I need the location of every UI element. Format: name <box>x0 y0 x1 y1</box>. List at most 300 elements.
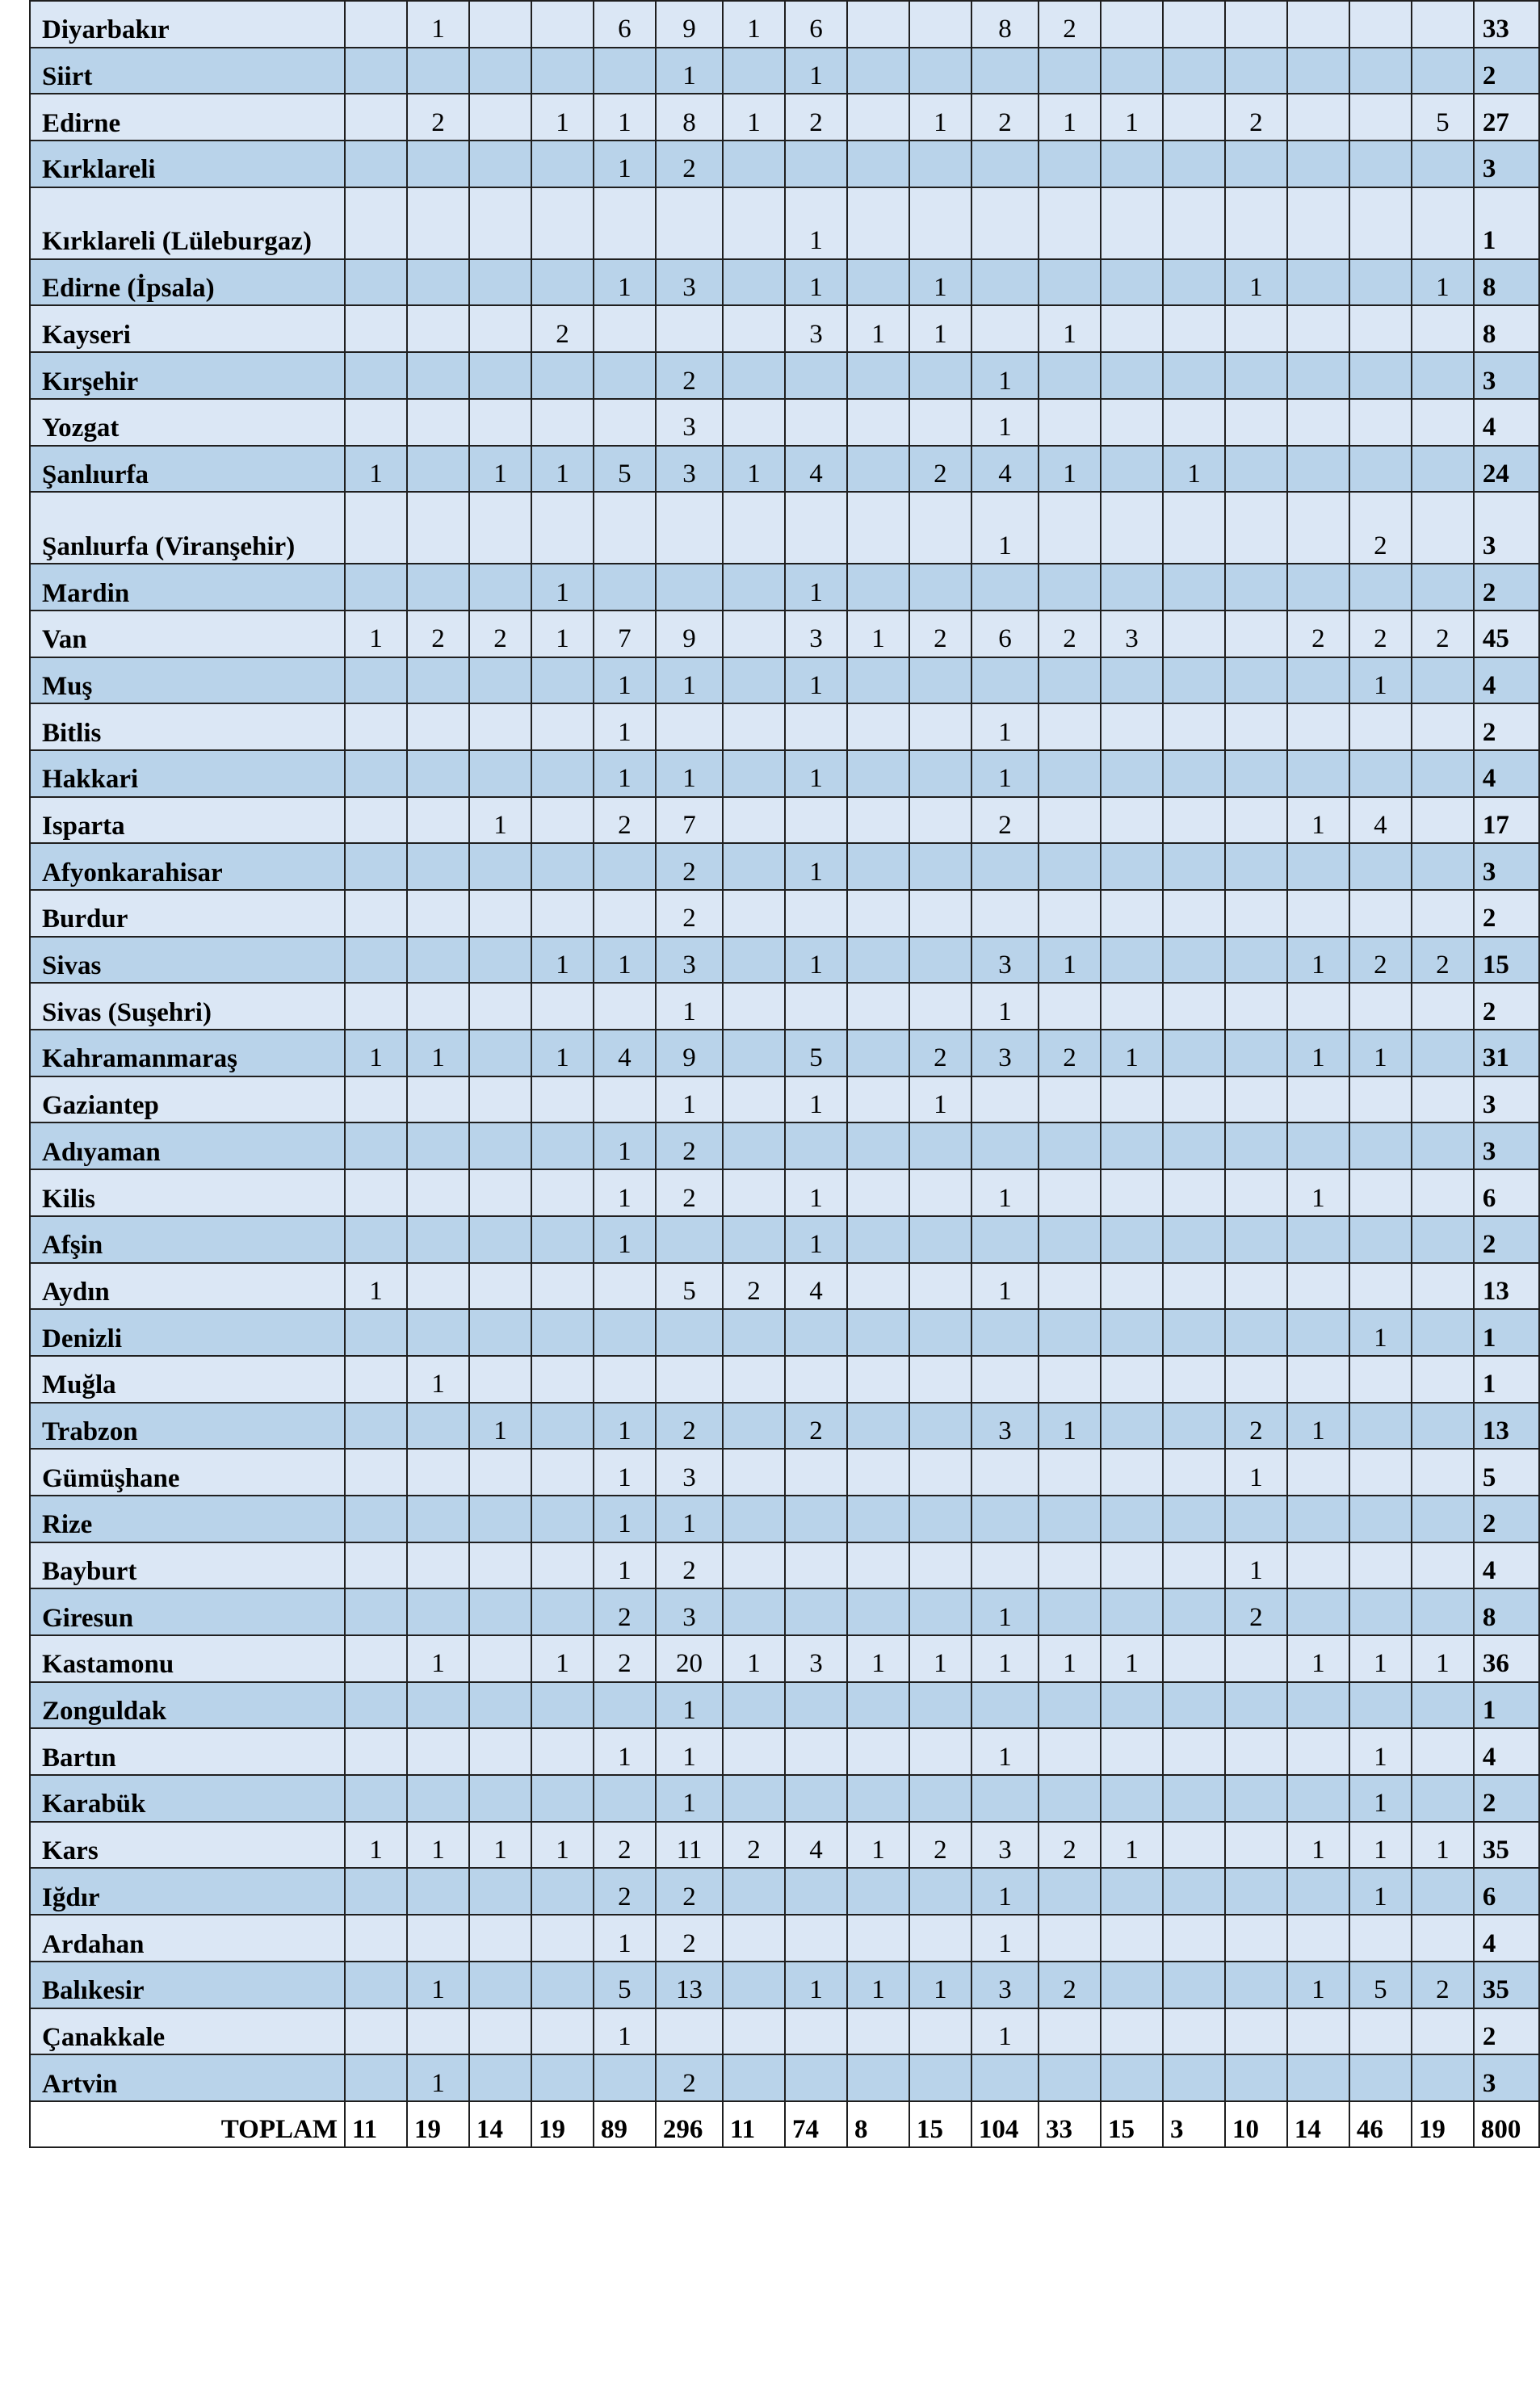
count-cell <box>656 187 723 259</box>
count-cell <box>971 564 1039 611</box>
count-cell <box>847 1496 909 1542</box>
count-cell <box>1349 1169 1412 1216</box>
count-cell: 2 <box>656 1542 723 1589</box>
count-cell <box>1349 983 1412 1030</box>
table-row <box>30 1588 1539 1635</box>
count-cell: 3 <box>1101 611 1163 657</box>
count-cell: 1 <box>594 141 656 187</box>
count-cell <box>531 1403 594 1450</box>
count-cell <box>407 1169 469 1216</box>
row-total-cell: 2 <box>1474 983 1539 1030</box>
province-name-cell: Edirne (İpsala) <box>30 259 345 306</box>
count-cell: 1 <box>971 1868 1039 1915</box>
count-cell <box>531 2054 594 2101</box>
province-name-cell: Artvin <box>30 2054 345 2101</box>
count-cell: 2 <box>594 1635 656 1682</box>
count-cell <box>1287 305 1349 352</box>
count-cell: 1 <box>469 446 531 493</box>
count-cell <box>1039 2054 1101 2101</box>
province-name-cell: Mardin <box>30 564 345 611</box>
count-cell <box>1287 492 1349 564</box>
table-row <box>30 2054 1539 2101</box>
count-cell <box>1412 1076 1474 1123</box>
column-total-cell: 74 <box>785 2101 847 2147</box>
table-row <box>30 1449 1539 1496</box>
count-cell: 2 <box>1225 94 1287 141</box>
count-cell <box>847 703 909 750</box>
count-cell <box>469 1449 531 1496</box>
table-row <box>30 305 1539 352</box>
count-cell <box>1101 399 1163 446</box>
count-cell <box>723 259 785 306</box>
count-cell <box>1039 1449 1101 1496</box>
count-cell <box>1225 1216 1287 1263</box>
count-cell: 1 <box>785 1169 847 1216</box>
count-cell: 4 <box>594 1030 656 1076</box>
count-cell <box>469 843 531 890</box>
count-cell <box>594 1682 656 1729</box>
row-total-cell: 4 <box>1474 657 1539 704</box>
count-cell <box>407 1263 469 1310</box>
count-cell: 1 <box>723 1 785 48</box>
count-cell <box>971 1309 1039 1356</box>
count-cell <box>971 259 1039 306</box>
count-cell <box>723 2054 785 2101</box>
count-cell: 1 <box>531 564 594 611</box>
province-name-cell: Kahramanmaraş <box>30 1030 345 1076</box>
count-cell <box>345 1496 407 1542</box>
count-cell: 1 <box>971 1728 1039 1775</box>
count-cell: 5 <box>656 1263 723 1310</box>
count-cell <box>1225 611 1287 657</box>
row-total-cell: 3 <box>1474 352 1539 399</box>
count-cell <box>723 1496 785 1542</box>
row-total-cell: 17 <box>1474 797 1539 844</box>
count-cell <box>847 937 909 984</box>
count-cell <box>469 983 531 1030</box>
count-cell <box>847 1449 909 1496</box>
count-cell <box>1287 1076 1349 1123</box>
count-cell <box>345 187 407 259</box>
count-cell <box>785 890 847 937</box>
count-cell <box>345 1728 407 1775</box>
count-cell: 1 <box>1349 1775 1412 1822</box>
count-cell <box>723 1216 785 1263</box>
count-cell <box>531 48 594 94</box>
count-cell <box>1225 1775 1287 1822</box>
province-name-cell: Siirt <box>30 48 345 94</box>
count-cell <box>531 1496 594 1542</box>
count-cell: 2 <box>656 890 723 937</box>
count-cell <box>1412 1169 1474 1216</box>
count-cell: 4 <box>785 1822 847 1869</box>
count-cell <box>1349 1403 1412 1450</box>
count-cell: 3 <box>971 1030 1039 1076</box>
count-cell: 1 <box>1039 937 1101 984</box>
count-cell <box>1101 1728 1163 1775</box>
count-cell: 3 <box>971 1962 1039 2008</box>
count-cell <box>1349 305 1412 352</box>
count-cell: 3 <box>785 611 847 657</box>
column-total-cell: 33 <box>1039 2101 1101 2147</box>
count-cell: 1 <box>847 1635 909 1682</box>
count-cell <box>1225 187 1287 259</box>
count-cell: 1 <box>407 1356 469 1403</box>
count-cell: 2 <box>656 843 723 890</box>
count-cell <box>594 2054 656 2101</box>
count-cell <box>531 1868 594 1915</box>
count-cell: 5 <box>594 1962 656 2008</box>
count-cell <box>1349 703 1412 750</box>
count-cell: 1 <box>1287 1030 1349 1076</box>
table-row <box>30 564 1539 611</box>
count-cell <box>531 1775 594 1822</box>
table-row <box>30 1868 1539 1915</box>
table-row <box>30 797 1539 844</box>
count-cell <box>345 1356 407 1403</box>
count-cell <box>345 703 407 750</box>
count-cell <box>1163 1356 1225 1403</box>
table-row <box>30 1030 1539 1076</box>
count-cell <box>1225 1728 1287 1775</box>
count-cell <box>531 399 594 446</box>
count-cell <box>407 797 469 844</box>
count-cell <box>1225 1496 1287 1542</box>
count-cell <box>407 1122 469 1169</box>
count-cell: 1 <box>1287 937 1349 984</box>
count-cell: 2 <box>723 1263 785 1310</box>
count-cell <box>909 843 971 890</box>
count-cell <box>1163 492 1225 564</box>
table-row <box>30 1542 1539 1589</box>
count-cell <box>1101 1076 1163 1123</box>
count-cell <box>1225 1309 1287 1356</box>
count-cell <box>847 1122 909 1169</box>
count-cell <box>1287 890 1349 937</box>
count-cell <box>345 1962 407 2008</box>
count-cell: 1 <box>531 446 594 493</box>
count-cell <box>345 1076 407 1123</box>
count-cell <box>847 1682 909 1729</box>
count-cell <box>469 1263 531 1310</box>
column-total-cell: 46 <box>1349 2101 1412 2147</box>
count-cell <box>1349 564 1412 611</box>
count-cell <box>1349 399 1412 446</box>
count-cell <box>656 1309 723 1356</box>
count-cell <box>1287 1588 1349 1635</box>
count-cell <box>1412 750 1474 797</box>
count-cell: 2 <box>594 797 656 844</box>
count-cell: 1 <box>656 1682 723 1729</box>
row-total-cell: 35 <box>1474 1962 1539 2008</box>
row-total-cell: 3 <box>1474 141 1539 187</box>
table-row <box>30 446 1539 493</box>
count-cell <box>1287 1216 1349 1263</box>
count-cell <box>531 1962 594 2008</box>
row-total-cell: 1 <box>1474 1682 1539 1729</box>
count-cell <box>594 1775 656 1822</box>
count-cell <box>909 1122 971 1169</box>
count-cell <box>847 492 909 564</box>
province-name-cell: Iğdır <box>30 1868 345 1915</box>
count-cell <box>723 48 785 94</box>
count-cell: 1 <box>1412 1635 1474 1682</box>
count-cell <box>1163 611 1225 657</box>
count-cell <box>345 1588 407 1635</box>
count-cell: 2 <box>723 1822 785 1869</box>
province-name-cell: Gümüşhane <box>30 1449 345 1496</box>
count-cell: 1 <box>1349 1309 1412 1356</box>
count-cell <box>531 1076 594 1123</box>
table-row <box>30 1309 1539 1356</box>
count-cell: 1 <box>594 1915 656 1962</box>
count-cell <box>1349 843 1412 890</box>
count-cell <box>847 1216 909 1263</box>
count-cell <box>531 492 594 564</box>
count-cell <box>1039 1496 1101 1542</box>
count-cell: 1 <box>1287 1169 1349 1216</box>
table-row <box>30 352 1539 399</box>
province-name-cell: Adıyaman <box>30 1122 345 1169</box>
count-cell: 2 <box>656 352 723 399</box>
count-cell <box>1039 1309 1101 1356</box>
count-cell: 1 <box>971 983 1039 1030</box>
count-cell <box>785 492 847 564</box>
count-cell <box>1101 983 1163 1030</box>
count-cell <box>723 1682 785 1729</box>
count-cell <box>407 983 469 1030</box>
count-cell <box>1101 1542 1163 1589</box>
count-cell <box>909 1403 971 1450</box>
row-total-cell: 2 <box>1474 1775 1539 1822</box>
count-cell <box>656 492 723 564</box>
row-total-cell: 6 <box>1474 1169 1539 1216</box>
count-cell <box>847 797 909 844</box>
province-name-cell: Kilis <box>30 1169 345 1216</box>
count-cell: 1 <box>656 1775 723 1822</box>
count-cell: 1 <box>469 1403 531 1450</box>
count-cell <box>785 352 847 399</box>
row-total-cell: 13 <box>1474 1403 1539 1450</box>
count-cell <box>723 1309 785 1356</box>
count-cell <box>469 564 531 611</box>
count-cell <box>1039 750 1101 797</box>
count-cell <box>723 1122 785 1169</box>
count-cell <box>1039 187 1101 259</box>
count-cell <box>1163 48 1225 94</box>
count-cell <box>723 1076 785 1123</box>
count-cell <box>1287 1868 1349 1915</box>
count-cell <box>1163 1682 1225 1729</box>
count-cell <box>847 187 909 259</box>
count-cell <box>1101 703 1163 750</box>
count-cell <box>785 1588 847 1635</box>
count-cell <box>1349 1682 1412 1729</box>
count-cell: 2 <box>785 94 847 141</box>
count-cell <box>847 750 909 797</box>
count-cell <box>909 1169 971 1216</box>
row-total-cell: 2 <box>1474 703 1539 750</box>
count-cell: 1 <box>531 611 594 657</box>
column-total-cell: 11 <box>345 2101 407 2147</box>
count-cell <box>1039 492 1101 564</box>
count-cell <box>407 1309 469 1356</box>
count-cell <box>1412 446 1474 493</box>
table-row <box>30 1915 1539 1962</box>
count-cell: 1 <box>594 750 656 797</box>
count-cell <box>1163 187 1225 259</box>
count-cell <box>1349 94 1412 141</box>
count-cell <box>1349 890 1412 937</box>
count-cell <box>1225 937 1287 984</box>
count-cell <box>469 1309 531 1356</box>
count-cell: 1 <box>1287 1822 1349 1869</box>
count-cell <box>1101 564 1163 611</box>
province-name-cell: Bartın <box>30 1728 345 1775</box>
column-total-cell: 15 <box>1101 2101 1163 2147</box>
count-cell <box>909 797 971 844</box>
count-cell <box>1039 703 1101 750</box>
count-cell <box>785 1309 847 1356</box>
count-cell <box>469 1962 531 2008</box>
count-cell <box>847 259 909 306</box>
count-cell: 1 <box>971 492 1039 564</box>
count-cell: 1 <box>1225 1542 1287 1589</box>
count-cell <box>469 703 531 750</box>
province-name-cell: Kars <box>30 1822 345 1869</box>
count-cell <box>594 1356 656 1403</box>
column-total-cell: 14 <box>469 2101 531 2147</box>
province-name-cell: Yozgat <box>30 399 345 446</box>
count-cell <box>723 1588 785 1635</box>
count-cell <box>594 399 656 446</box>
count-cell: 1 <box>1039 1635 1101 1682</box>
count-cell <box>847 564 909 611</box>
row-total-cell: 2 <box>1474 890 1539 937</box>
count-cell <box>1412 890 1474 937</box>
count-cell <box>723 399 785 446</box>
count-cell <box>1412 564 1474 611</box>
province-name-cell: Kayseri <box>30 305 345 352</box>
row-total-cell: 2 <box>1474 1216 1539 1263</box>
count-cell <box>531 259 594 306</box>
count-cell <box>531 1542 594 1589</box>
count-cell: 1 <box>531 1030 594 1076</box>
count-cell <box>1225 703 1287 750</box>
count-cell <box>1163 2054 1225 2101</box>
count-cell: 8 <box>971 1 1039 48</box>
count-cell <box>847 141 909 187</box>
table-row <box>30 141 1539 187</box>
count-cell: 1 <box>785 657 847 704</box>
count-cell <box>723 1915 785 1962</box>
count-cell: 1 <box>1349 1822 1412 1869</box>
count-cell <box>1412 1496 1474 1542</box>
count-cell <box>407 1915 469 1962</box>
count-cell <box>1101 2054 1163 2101</box>
count-cell: 3 <box>971 937 1039 984</box>
count-cell <box>1225 750 1287 797</box>
column-total-cell: 15 <box>909 2101 971 2147</box>
count-cell <box>407 1449 469 1496</box>
count-cell <box>1163 1309 1225 1356</box>
count-cell: 2 <box>656 141 723 187</box>
count-cell <box>1287 1309 1349 1356</box>
count-cell <box>407 1588 469 1635</box>
count-cell <box>345 48 407 94</box>
province-name-cell: Şanlıurfa (Viranşehir) <box>30 492 345 564</box>
count-cell <box>531 1122 594 1169</box>
count-cell <box>723 1449 785 1496</box>
count-cell <box>1163 1122 1225 1169</box>
count-cell <box>407 703 469 750</box>
count-cell: 1 <box>971 399 1039 446</box>
count-cell: 1 <box>345 611 407 657</box>
count-cell: 1 <box>1225 1449 1287 1496</box>
count-cell: 1 <box>785 259 847 306</box>
count-cell: 2 <box>1039 1 1101 48</box>
count-cell <box>785 703 847 750</box>
count-cell <box>1101 305 1163 352</box>
row-total-cell: 1 <box>1474 1356 1539 1403</box>
province-name-cell: Afyonkarahisar <box>30 843 345 890</box>
table-row <box>30 1403 1539 1450</box>
count-cell <box>469 1775 531 1822</box>
count-cell <box>345 1682 407 1729</box>
count-cell: 1 <box>345 1822 407 1869</box>
count-cell <box>909 1449 971 1496</box>
province-name-cell: Van <box>30 611 345 657</box>
count-cell <box>1225 2008 1287 2055</box>
count-cell <box>469 1076 531 1123</box>
count-cell <box>1412 1728 1474 1775</box>
count-cell <box>1412 1682 1474 1729</box>
count-cell: 1 <box>785 48 847 94</box>
count-cell <box>345 1403 407 1450</box>
count-cell: 2 <box>469 611 531 657</box>
count-cell: 9 <box>656 611 723 657</box>
count-cell: 4 <box>785 1263 847 1310</box>
count-cell <box>785 1915 847 1962</box>
count-cell: 1 <box>847 611 909 657</box>
count-cell <box>469 657 531 704</box>
count-cell <box>1412 1216 1474 1263</box>
row-total-cell: 3 <box>1474 843 1539 890</box>
count-cell <box>909 1263 971 1310</box>
row-total-cell: 4 <box>1474 1542 1539 1589</box>
count-cell <box>723 1728 785 1775</box>
count-cell <box>1287 1682 1349 1729</box>
count-cell: 1 <box>1412 259 1474 306</box>
count-cell <box>1101 937 1163 984</box>
count-cell <box>1101 890 1163 937</box>
count-cell: 2 <box>1412 1962 1474 2008</box>
count-cell <box>1163 750 1225 797</box>
count-cell: 5 <box>594 446 656 493</box>
count-cell <box>1287 187 1349 259</box>
count-cell <box>345 564 407 611</box>
count-cell: 1 <box>656 983 723 1030</box>
count-cell <box>1101 1216 1163 1263</box>
count-cell: 1 <box>1287 797 1349 844</box>
count-cell: 9 <box>656 1030 723 1076</box>
count-cell <box>594 1076 656 1123</box>
count-cell <box>1225 141 1287 187</box>
count-cell: 1 <box>785 564 847 611</box>
count-cell <box>723 750 785 797</box>
column-total-cell: 89 <box>594 2101 656 2147</box>
count-cell: 2 <box>785 1403 847 1450</box>
